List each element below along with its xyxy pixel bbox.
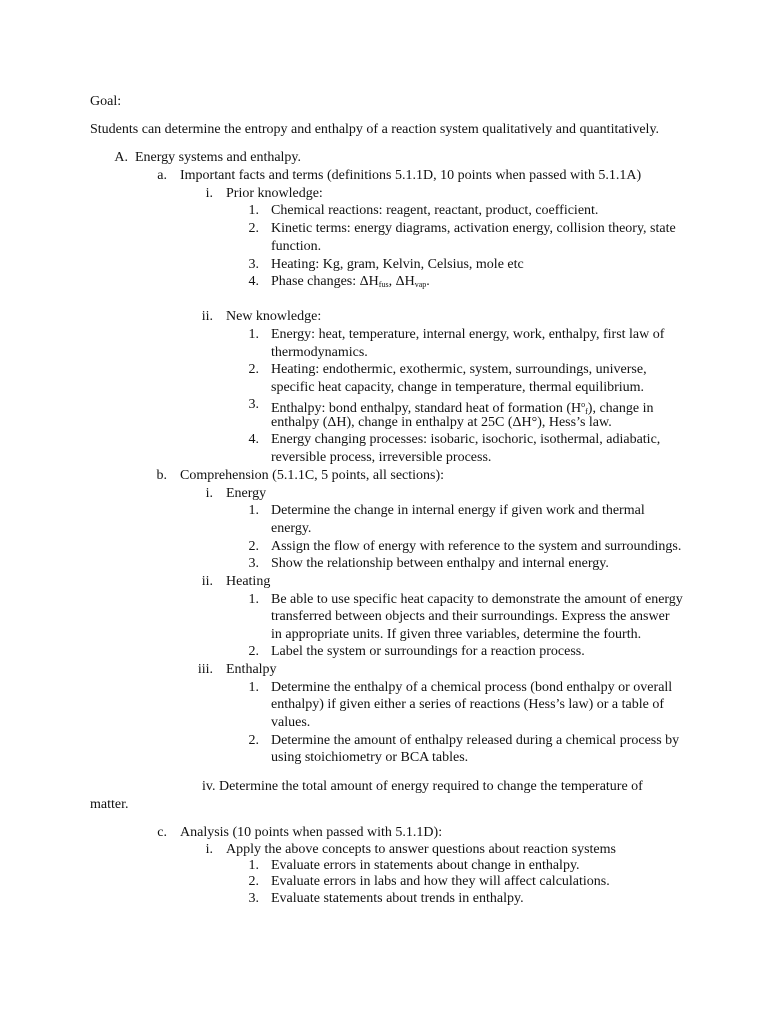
- list-item-text: Heating: Kg, gram, Kelvin, Celsius, mole etc: [271, 257, 524, 272]
- list-item-text: energy.: [271, 521, 312, 536]
- outline-marker-a-i: i.: [205, 186, 213, 201]
- list-item-text: Show the relationship between enthalpy and internal energy.: [271, 556, 609, 571]
- prior-knowledge-title: Prior knowledge:: [226, 186, 323, 201]
- outline-marker-c-i: i.: [205, 842, 213, 857]
- list-item-text: Energy: heat, temperature, internal energy, work, enthalpy, first law of: [271, 327, 665, 342]
- list-item-text: Chemical reactions: reagent, reactant, product, coefficient.: [271, 203, 599, 218]
- list-item-text: Evaluate errors in labs and how they will affect calculations.: [271, 874, 610, 889]
- list-marker: 2.: [248, 874, 259, 889]
- list-item-text: function.: [271, 239, 322, 254]
- list-item-text: Be able to use specific heat capacity to demonstrate the amount of energy: [271, 592, 683, 607]
- list-item-text: Label the system or surroundings for a reaction process.: [271, 644, 585, 659]
- phase-changes-text: Phase changes:: [271, 274, 360, 289]
- energy-title: Energy: [226, 486, 267, 501]
- outline-marker-b-i: i.: [205, 486, 213, 501]
- list-marker: 2.: [248, 221, 259, 236]
- list-marker: 1.: [248, 203, 259, 218]
- delta-h-symbol: ΔH: [359, 274, 379, 289]
- formation-subscript: f: [585, 407, 588, 416]
- list-item-text: Determine the change in internal energy if given work and thermal: [271, 503, 645, 518]
- list-marker: 1.: [248, 327, 259, 342]
- list-item-text: Evaluate errors in statements about change in enthalpy.: [271, 858, 580, 873]
- list-item-text: Heating: endothermic, exothermic, system, surroundings, universe,: [271, 362, 647, 377]
- phase-changes-item: [271, 273, 430, 293]
- outline-marker-a: a.: [157, 168, 167, 183]
- section-A-title: Energy systems and enthalpy.: [135, 150, 302, 165]
- degree-superscript: o: [581, 400, 586, 409]
- outline-marker-A: A.: [114, 150, 128, 165]
- list-marker: 3.: [248, 397, 259, 412]
- list-item-text: Determine the amount of enthalpy released during a chemical process by: [271, 733, 680, 748]
- section-c-title: Analysis (10 points when passed with 5.1.1D):: [180, 825, 443, 840]
- list-item-text: thermodynamics.: [271, 345, 368, 360]
- comma-separator: ,: [388, 274, 396, 289]
- outline-marker-c: c.: [157, 825, 167, 840]
- list-item-text: Determine the enthalpy of a chemical process (bond enthalpy or overall: [271, 680, 673, 695]
- goal-text: Students can determine the entropy and enthalpy of a reaction system qualitatively and quantitatively.: [90, 122, 660, 137]
- list-marker: 3.: [248, 891, 259, 906]
- section-b-iv-line-1: iv. Determine the total amount of energy required to change the temperature of: [202, 779, 643, 794]
- outline-marker-b-iii: iii.: [197, 662, 213, 677]
- outline-marker-b: b.: [156, 468, 167, 483]
- list-item-text: transferred between objects and their surroundings. Express the answer: [271, 609, 670, 624]
- new-knowledge-title: New knowledge:: [226, 309, 322, 324]
- list-marker: 2.: [248, 539, 259, 554]
- list-item-text: in appropriate units. If given three variables, determine the fourth.: [271, 627, 642, 642]
- list-item-text: enthalpy) if given either a series of reactions (Hess’s law) or a table of: [271, 697, 665, 712]
- fus-subscript: fus: [378, 280, 389, 289]
- outline-marker-b-ii: ii.: [201, 574, 213, 589]
- list-item-text: reversible process, irreversible process.: [271, 450, 492, 465]
- list-marker: 1.: [248, 592, 259, 607]
- list-item-text: values.: [271, 715, 311, 730]
- list-marker: 2.: [248, 733, 259, 748]
- list-item-text: Kinetic terms: energy diagrams, activation energy, collision theory, state: [271, 221, 676, 236]
- list-item-text: Energy changing processes: isobaric, isochoric, isothermal, adiabatic,: [271, 432, 661, 447]
- enthalpy-terms-text: ), change in: [587, 401, 654, 416]
- outline-marker-a-ii: ii.: [201, 309, 213, 324]
- list-marker: 1.: [248, 503, 259, 518]
- period: .: [426, 274, 430, 289]
- section-b-iv-line-2: matter.: [90, 797, 129, 812]
- apply-concepts-title: Apply the above concepts to answer questions about reaction systems: [226, 842, 616, 857]
- section-a-title: Important facts and terms (definitions 5.1.1D, 10 points when passed with 5.1.1A): [180, 168, 642, 183]
- list-marker: 3.: [248, 556, 259, 571]
- heating-title: Heating: [226, 574, 271, 589]
- list-marker: 3.: [248, 257, 259, 272]
- list-marker: 2.: [248, 362, 259, 377]
- list-marker: 1.: [248, 680, 259, 695]
- list-marker: 2.: [248, 644, 259, 659]
- enthalpy-terms-line-2: enthalpy (ΔH), change in enthalpy at 25C (ΔH°), Hess’s law.: [271, 415, 612, 430]
- list-item-text: using stoichiometry or BCA tables.: [271, 750, 469, 765]
- delta-h-symbol: ΔH: [395, 274, 415, 289]
- list-marker: 4.: [248, 432, 259, 447]
- list-item-text: specific heat capacity, change in temperature, thermal equilibrium.: [271, 380, 645, 395]
- list-marker: 4.: [248, 274, 259, 289]
- section-b-title: Comprehension (5.1.1C, 5 points, all sections):: [180, 468, 445, 483]
- vap-subscript: vap: [414, 280, 427, 289]
- enthalpy-title: Enthalpy: [226, 662, 277, 677]
- list-marker: 1.: [248, 858, 259, 873]
- goal-label: Goal:: [90, 94, 122, 109]
- enthalpy-terms-text: Enthalpy: bond enthalpy, standard heat of formation (H: [271, 401, 582, 416]
- list-item-text: Evaluate statements about trends in enthalpy.: [271, 891, 524, 906]
- list-item-text: Assign the flow of energy with reference to the system and surroundings.: [271, 539, 682, 554]
